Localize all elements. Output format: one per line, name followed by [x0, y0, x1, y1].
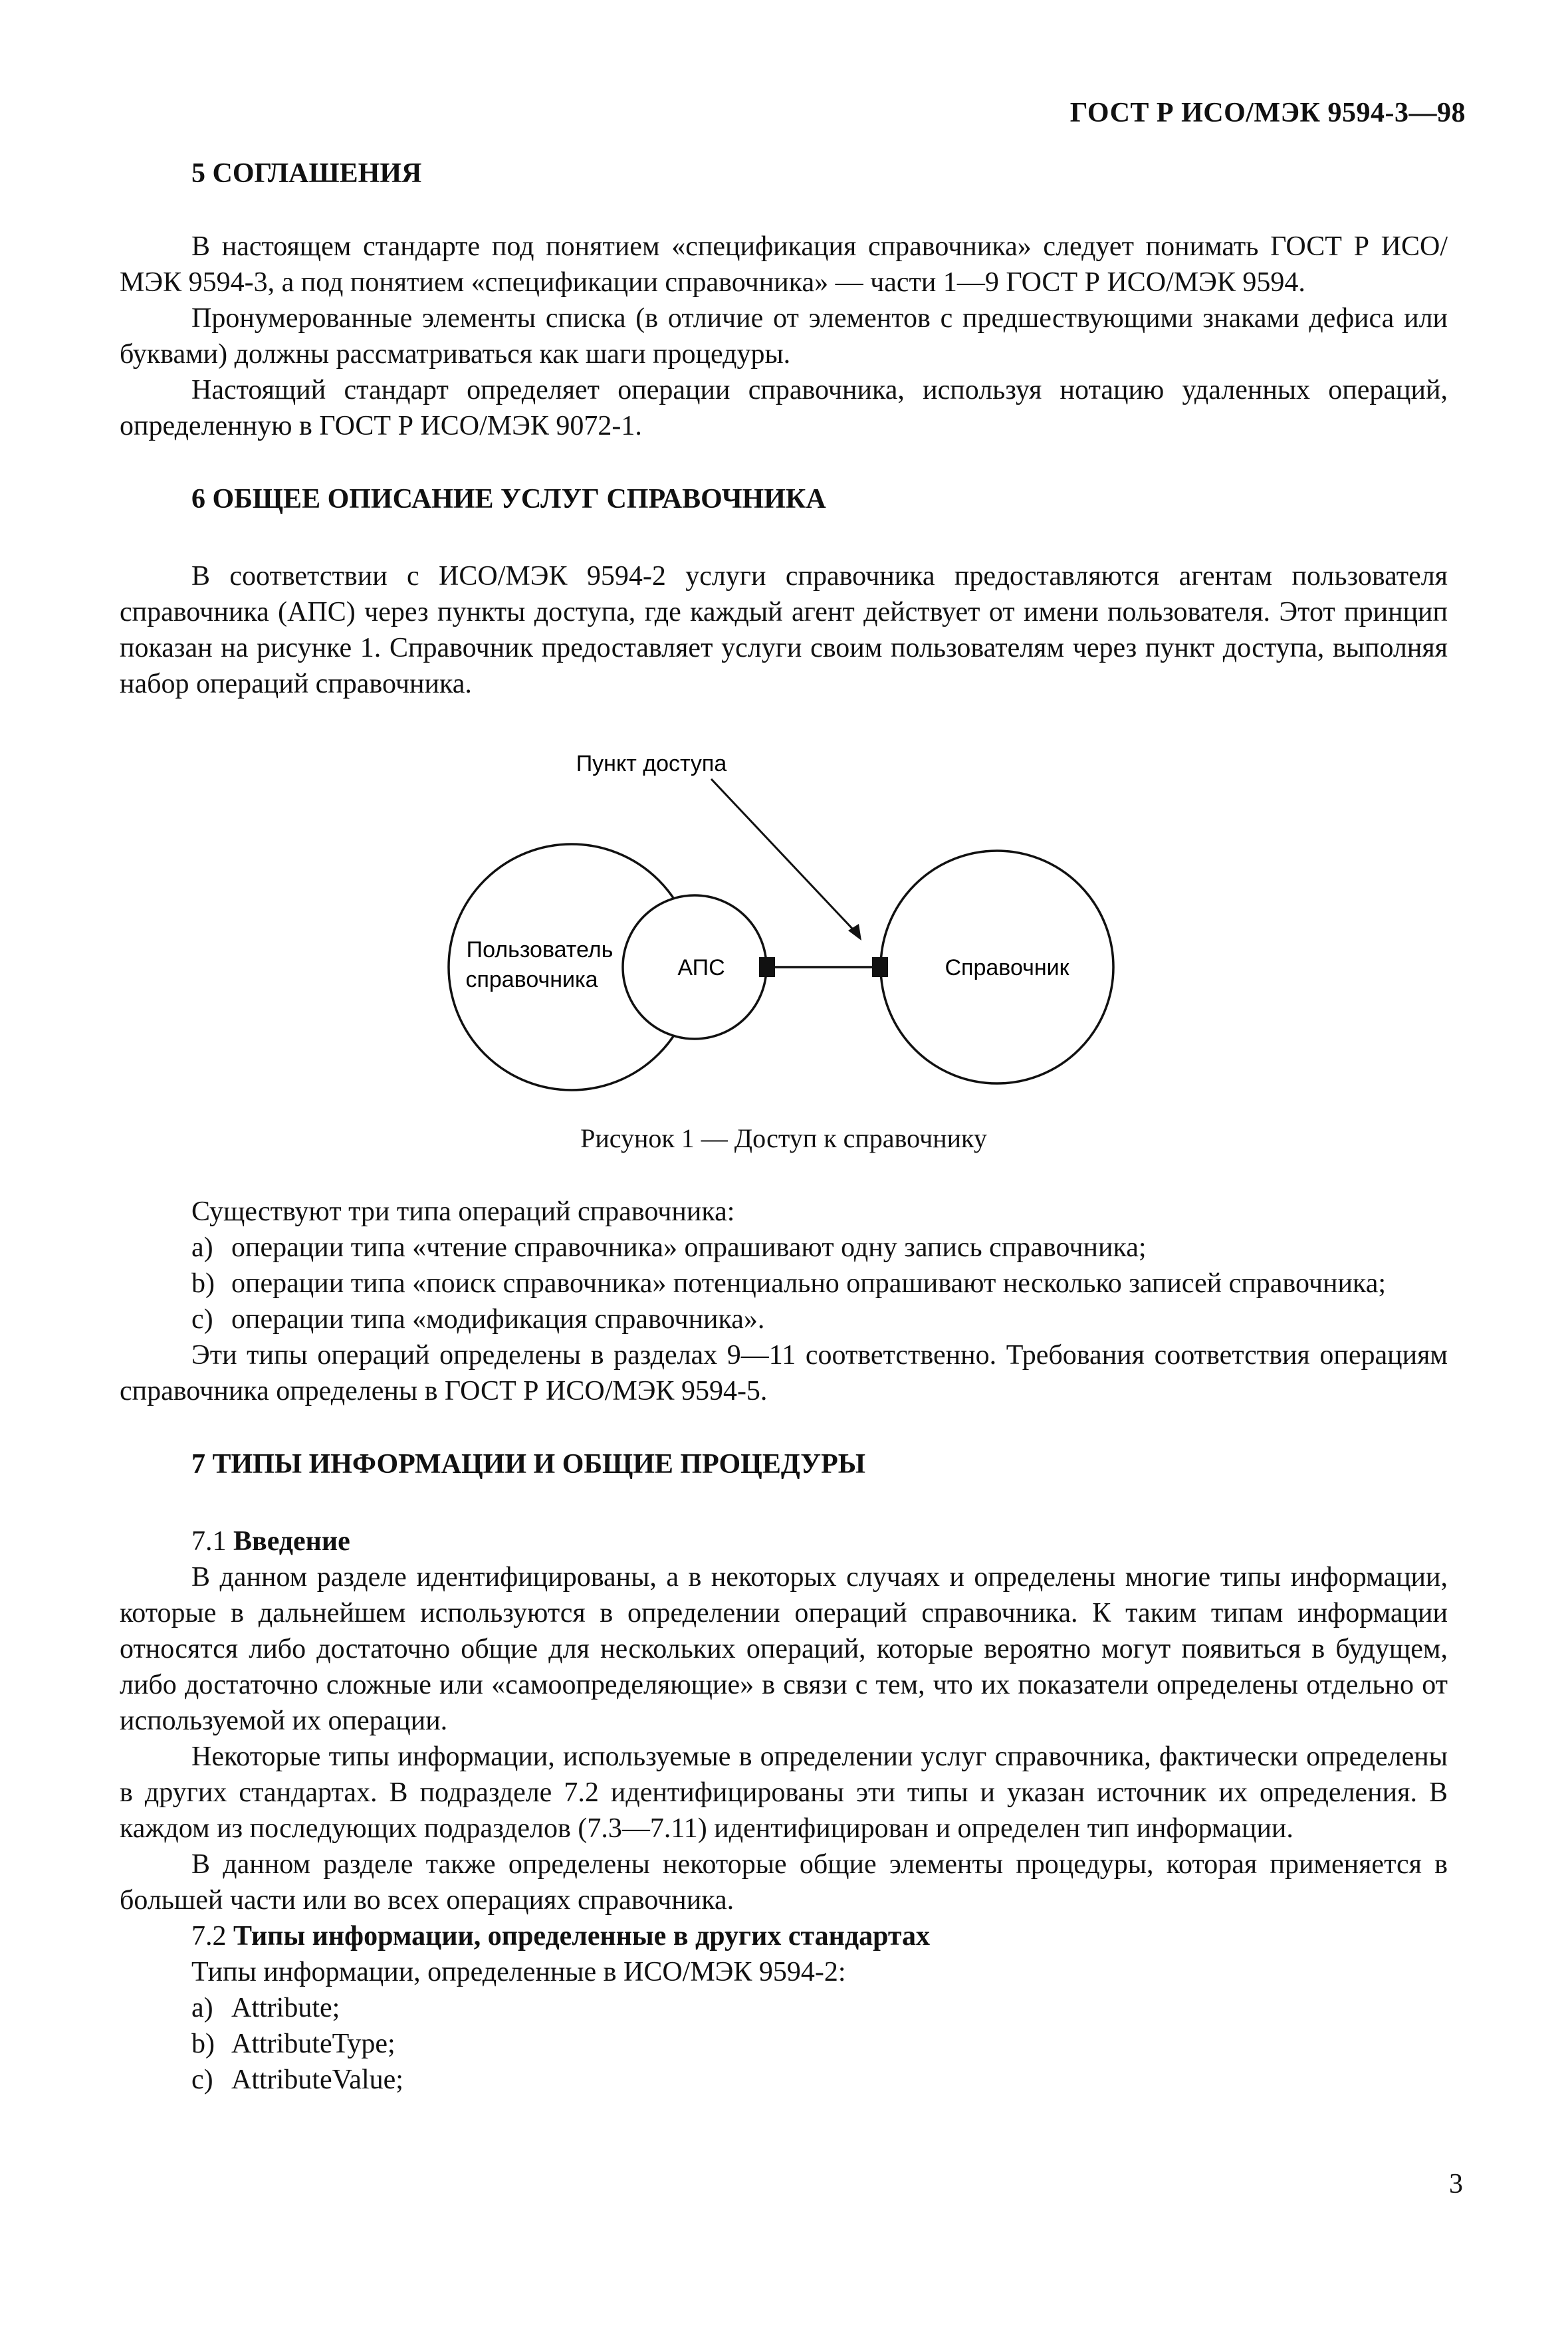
list-item: b) AttributeType;: [191, 2029, 395, 2059]
directory-port: [872, 957, 888, 977]
section-6-list: [120, 1230, 1448, 1337]
section-7-2-list: [120, 1990, 1448, 2098]
page-number: 3: [1449, 2169, 1463, 2199]
list-item: c) операции типа «модификация справочника».: [191, 1304, 765, 1335]
section-5-paragraph-3: Настоящий стандарт определяет операции справочника, используя нотацию удаленных операций, определенную в ГОСТ Р ИСО/МЭК 9072-1.: [120, 375, 1448, 441]
dua-port: [759, 957, 775, 977]
section-6-paragraph-1: В соответствии с ИСО/МЭК 9594-2 услуги справочника предоставляются агентам пользователя справочника (АПС) через пункты доступа, где каждый агент действует от имени пользователя. Этот принцип показан на рисунке 1. Справочник предоставляет услуги своим пользователям через пункт доступа, выполняя набор операций справочника.: [120, 561, 1448, 699]
section-5-title: 5 СОГЛАШЕНИЯ: [191, 158, 422, 189]
dua-label: АПС: [677, 955, 725, 980]
section-6-paragraph-after-list: Эти типы операций определены в разделах 9—11 соответственно. Требования соответствия операциям справочника определены в ГОСТ Р ИСО/МЭК 9594-5.: [120, 1340, 1448, 1406]
section-6-list-intro: Существуют три типа операций справочника:: [191, 1196, 735, 1227]
subsection-7-2-heading: 7.2 Типы информации, определенные в других стандартах: [191, 1921, 931, 1951]
subsection-7-2-intro: Типы информации, определенные в ИСО/МЭК 9594-2:: [191, 1957, 846, 1987]
section-5-paragraph-2: Пронумерованные элементы списка (в отличие от элементов с предшествующими знаками дефиса или буквами) должны рассматриваться как шаги процедуры.: [120, 303, 1448, 370]
user-label-line-2: справочника: [465, 967, 598, 992]
list-item: b) операции типа «поиск справочника» потенциально опрашивают несколько записей справочника;: [191, 1268, 1387, 1299]
access-point-label: Пункт доступа: [576, 751, 727, 776]
user-label-line-1: Пользователь: [466, 937, 614, 962]
figure-1-diagram: [120, 738, 1448, 1110]
section-7-title: 7 ТИПЫ ИНФОРМАЦИИ И ОБЩИЕ ПРОЦЕДУРЫ: [191, 1449, 865, 1480]
section-7-paragraph-1: В данном разделе идентифицированы, а в некоторых случаях и определены многие типы информации, которые в дальнейшем используются в определении операций справочника. К таким типам информации относятся либо достаточно общие для нескольких операций, которые вероятно могут появиться в будущем, либо достаточно сложные или «самоопределяющие» в связи с тем, что их показатели определены отдельно от используемой их операции.: [120, 1562, 1448, 1736]
subsection-7-1-heading: 7.1 Введение: [191, 1526, 350, 1557]
section-5-paragraph-1: В настоящем стандарте под понятием «спецификация справочника» следует понимать ГОСТ Р ИСО/МЭК 9594-3, а под понятием «спецификации справочника» — части 1—9 ГОСТ Р ИСО/МЭК 9594.: [120, 231, 1448, 298]
list-item: a) Attribute;: [191, 1993, 340, 2023]
page-content: [120, 156, 1448, 2098]
section-7-paragraph-2: Некоторые типы информации, используемые в определении услуг справочника, фактически определены в других стандартах. В подразделе 7.2 идентифицированы эти типы и указан источник их определения. В каждом из последующих подразделов (7.3—7.11) идентифицирован и определен тип информации.: [120, 1741, 1448, 1844]
list-item: a) операции типа «чтение справочника» опрашивают одну запись справочника;: [191, 1232, 1147, 1263]
document-header: ГОСТ Р ИСО/МЭК 9594-3—98: [1069, 98, 1466, 128]
section-6-title: 6 ОБЩЕЕ ОПИСАНИЕ УСЛУГ СПРАВОЧНИКА: [191, 484, 826, 514]
section-7-paragraph-3: В данном разделе также определены некоторые общие элементы процедуры, которая применяется в большей части или во всех операциях справочника.: [120, 1849, 1448, 1916]
figure-1-caption: Рисунок 1 — Доступ к справочнику: [580, 1123, 987, 1153]
directory-label: Справочник: [945, 955, 1069, 980]
list-item: c) AttributeValue;: [191, 2064, 403, 2095]
